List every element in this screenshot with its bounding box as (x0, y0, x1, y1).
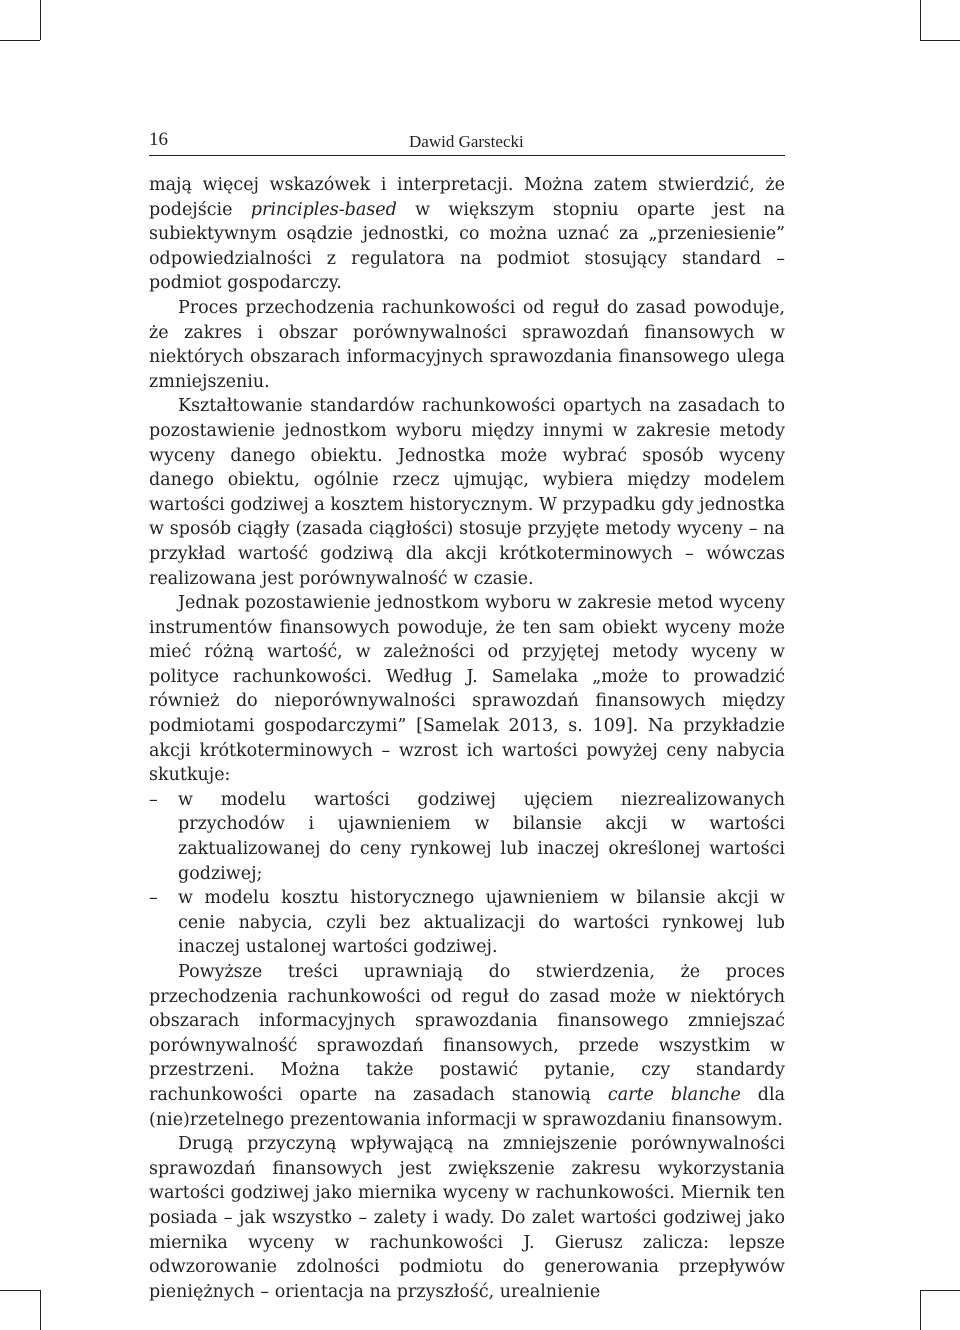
paragraph-6: Drugą przyczyną wpływającą na zmniejszenie porównywalności sprawozdań finansowych jest zwiększenie zakresu wykorzystania wartości godziwej jako miernika wyceny w rachunkowości. Miernik ten posiada – jak wszystko – zalety i wady. Do zalet wartości godziwej jako miernika wyceny w rachunkowości J. Gierusz zalicza: lepsze odwzorowanie zdolności podmiotu do generowania przepływów pieniężnych – orientacja na przyszłość, urealnienie (149, 1134, 785, 1302)
paragraph-5-italic: carte blanche (607, 1084, 741, 1105)
crop-mark-top-left-horizontal (0, 40, 40, 41)
crop-mark-bottom-left-horizontal (0, 1290, 40, 1291)
list-item: – w modelu kosztu historycznego ujawnieniem w bilansie akcji w cenie nabycia, czyli bez aktualizacji do wartości rynkowej lub inaczej ustalonej wartości godziwej. (149, 886, 785, 960)
list-item: – w modelu wartości godziwej ujęciem niezrealizowanych przychodów i ujawnieniem w bilansie akcji w wartości zaktualizowanej do ceny rynkowej lub inaczej określonej wartości godziwej; (149, 788, 785, 886)
body-text (149, 173, 785, 1304)
dash-list (149, 788, 785, 960)
running-head-author: Dawid Garstecki (409, 132, 524, 151)
crop-mark-bottom-right-horizontal (920, 1290, 960, 1291)
crop-mark-top-right-vertical (920, 0, 921, 40)
crop-mark-top-right-horizontal (920, 40, 960, 41)
paragraph-1-italic: principles-based (250, 199, 397, 220)
paragraph-5-text-c: dla (nie)rzetelnego prezentowania informacji w sprawozdaniu finansowym. (149, 1084, 786, 1130)
paragraph-1 (149, 173, 785, 296)
paragraph-2: Proces przechodzenia rachunkowości od reguł do zasad powoduje, że zakres i obszar porównywalności sprawozdań finansowych w niektórych obszarach informacyjnych sprawozdania finansowego ulega zmniejszeniu. (149, 297, 785, 392)
paragraph-5 (149, 960, 785, 1132)
crop-mark-bottom-left-vertical (40, 1290, 41, 1330)
paragraph-3: Kształtowanie standardów rachunkowości opartych na zasadach to pozostawienie jednostkom wyboru między innymi w zakresie metody wyceny danego obiektu. Jednostka może wybrać sposób wyceny danego obiektu, ogólnie rzecz ujmując, wybiera między modelem wartości godziwej a kosztem historycznym. W przypadku gdy jednostka w sposób ciągły (zasada ciągłości) stosuje przyjęte metody wyceny – na przykład wartość godziwą dla akcji krótkoterminowych – wówczas realizowana jest porównywalność w czasie. (149, 396, 786, 589)
crop-mark-bottom-right-vertical (920, 1290, 921, 1330)
paragraph-1-text-a: mają więcej wskazówek i interpretacji. Można zatem stwierdzić, że podejście (149, 175, 785, 220)
page-number: 16 (149, 129, 168, 150)
paragraph-1-text-c: w większym stopniu oparte jest na subiektywnym osądzie jednostki, co można uznać za „przeniesienie” odpowiedzialności z regulatora na podmiot stosujący standard – podmiot gospodarczy. (149, 199, 786, 294)
page-header (149, 128, 785, 156)
paragraph-4: Jednak pozostawienie jednostkom wyboru w zakresie metod wyceny instrumentów finansowych powoduje, że ten sam obiekt wyceny może mieć różną wartość, w zależności od przyjętej metody wyceny w polityce rachunkowości. Według J. Samelaka „może to prowadzić również do nieporównywalności sprawozdań finansowych między podmiotami gospodarczymi” [Samelak 2013, s. 109]. Na przykładzie akcji krótkoterminowych – wzrost ich wartości powyżej ceny nabycia skutkuje: (149, 593, 785, 786)
paragraph-5-text-a: Powyższe treści uprawniają do stwierdzenia, że proces przechodzenia rachunkowości od reguł do zasad może w niektórych obszarach informacyjnych sprawozdania finansowego zmniejszać porównywalność sprawozdań finansowych, przede wszystkim w przestrzeni. Można także postawić pytanie, czy standardy rachunkowości oparte na zasadach stanowią (149, 962, 785, 1105)
crop-mark-top-left-vertical (40, 0, 41, 40)
